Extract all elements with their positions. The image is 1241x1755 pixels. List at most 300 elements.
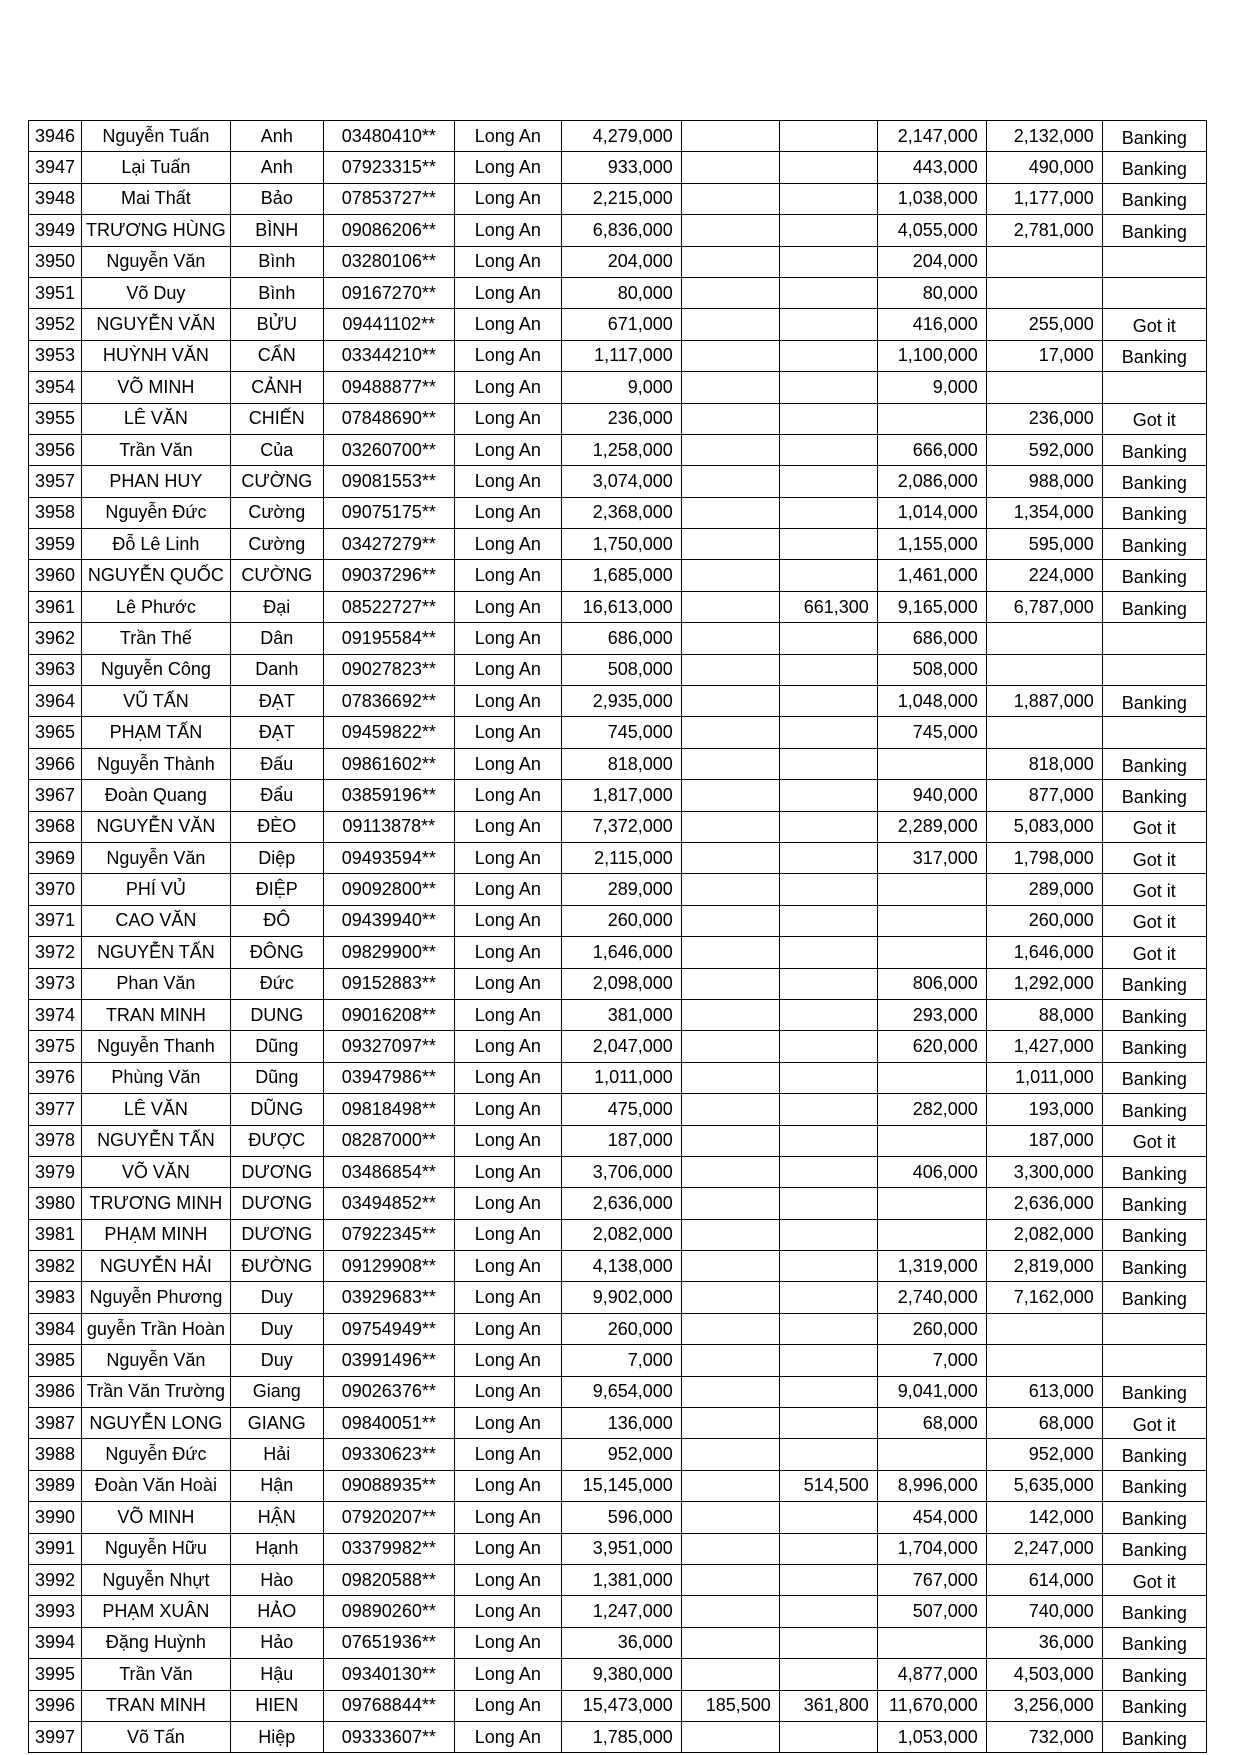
amount-col-8-cell (779, 1408, 877, 1439)
payment-method-cell: Got it (1102, 874, 1206, 905)
total-amount-cell: 2,935,000 (561, 686, 681, 717)
row-number: 3961 (29, 591, 82, 622)
province-cell: Long An (454, 874, 561, 905)
phone-cell: 07920207** (323, 1502, 454, 1533)
province-cell: Long An (454, 717, 561, 748)
row-number: 3951 (29, 277, 82, 308)
given-name-cell: Đấu (230, 748, 323, 779)
total-amount-cell: 475,000 (561, 1094, 681, 1125)
amount-col-9-cell: 204,000 (877, 246, 986, 277)
given-name-cell: Dân (230, 623, 323, 654)
total-amount-cell: 9,380,000 (561, 1659, 681, 1690)
row-number: 3946 (29, 121, 82, 152)
phone-cell: 09195584** (323, 623, 454, 654)
surname-cell: Lê Phước (82, 591, 231, 622)
amount-col-8-cell (779, 937, 877, 968)
surname-cell: PHẠM XUÂN (82, 1596, 231, 1627)
total-amount-cell: 4,138,000 (561, 1251, 681, 1282)
amount-col-9-cell: 2,740,000 (877, 1282, 986, 1313)
province-cell: Long An (454, 1596, 561, 1627)
phone-cell: 09493594** (323, 842, 454, 873)
row-number: 3995 (29, 1659, 82, 1690)
phone-cell: 09441102** (323, 309, 454, 340)
phone-cell: 08522727** (323, 591, 454, 622)
phone-cell: 07923315** (323, 152, 454, 183)
province-cell: Long An (454, 1219, 561, 1250)
amount-col-8-cell (779, 623, 877, 654)
amount-col-9-cell: 1,048,000 (877, 686, 986, 717)
phone-cell: 09092800** (323, 874, 454, 905)
amount-col-7-cell (681, 874, 779, 905)
surname-cell: NGUYỄN HẢI (82, 1251, 231, 1282)
amount-col-8-cell (779, 1094, 877, 1125)
given-name-cell: Duy (230, 1313, 323, 1344)
row-number: 3963 (29, 654, 82, 685)
amount-col-9-cell: 260,000 (877, 1313, 986, 1344)
given-name-cell: Đức (230, 968, 323, 999)
amount-col-9-cell: 68,000 (877, 1408, 986, 1439)
amount-col-10-cell: 68,000 (986, 1408, 1102, 1439)
row-number: 3994 (29, 1627, 82, 1658)
amount-col-10-cell: 2,781,000 (986, 215, 1102, 246)
amount-col-7-cell (681, 246, 779, 277)
total-amount-cell: 671,000 (561, 309, 681, 340)
row-number: 3956 (29, 434, 82, 465)
amount-col-8-cell (779, 466, 877, 497)
amount-col-9-cell: 508,000 (877, 654, 986, 685)
amount-col-7-cell (681, 1533, 779, 1564)
surname-cell: Nguyễn Văn (82, 842, 231, 873)
province-cell: Long An (454, 560, 561, 591)
province-cell: Long An (454, 309, 561, 340)
amount-col-9-cell: 1,155,000 (877, 529, 986, 560)
table-row (29, 842, 1207, 873)
table-row (29, 529, 1207, 560)
given-name-cell: Hào (230, 1564, 323, 1595)
row-number: 3970 (29, 874, 82, 905)
surname-cell: Nguyễn Tuấn (82, 121, 231, 152)
amount-col-8-cell (779, 905, 877, 936)
total-amount-cell: 36,000 (561, 1627, 681, 1658)
amount-col-9-cell: 4,055,000 (877, 215, 986, 246)
province-cell: Long An (454, 686, 561, 717)
table-row (29, 1313, 1207, 1344)
given-name-cell: Bình (230, 246, 323, 277)
total-amount-cell: 15,473,000 (561, 1690, 681, 1721)
amount-col-9-cell: 1,014,000 (877, 497, 986, 528)
amount-col-8-cell (779, 183, 877, 214)
given-name-cell: CƯỜNG (230, 560, 323, 591)
phone-cell: 09330623** (323, 1439, 454, 1470)
amount-col-9-cell: 416,000 (877, 309, 986, 340)
amount-col-7-cell (681, 1094, 779, 1125)
amount-col-9-cell (877, 1062, 986, 1093)
amount-col-7-cell (681, 1659, 779, 1690)
given-name-cell: BỬU (230, 309, 323, 340)
table-row (29, 277, 1207, 308)
payment-method-cell: Banking (1102, 215, 1206, 246)
amount-col-10-cell: 1,354,000 (986, 497, 1102, 528)
total-amount-cell: 260,000 (561, 1313, 681, 1344)
amount-col-9-cell (877, 1188, 986, 1219)
amount-col-8-cell (779, 403, 877, 434)
surname-cell: Đoàn Quang (82, 780, 231, 811)
surname-cell: Trần Thế (82, 623, 231, 654)
surname-cell: PHẠM TẤN (82, 717, 231, 748)
amount-col-8-cell (779, 1376, 877, 1407)
amount-col-9-cell: 2,289,000 (877, 811, 986, 842)
province-cell: Long An (454, 1721, 561, 1752)
row-number: 3996 (29, 1690, 82, 1721)
given-name-cell: Cường (230, 497, 323, 528)
province-cell: Long An (454, 748, 561, 779)
payment-method-cell: Banking (1102, 1156, 1206, 1187)
phone-cell: 07853727** (323, 183, 454, 214)
amount-col-8-cell (779, 215, 877, 246)
total-amount-cell: 9,654,000 (561, 1376, 681, 1407)
amount-col-9-cell: 666,000 (877, 434, 986, 465)
phone-cell: 09754949** (323, 1313, 454, 1344)
payment-method-cell (1102, 246, 1206, 277)
surname-cell: VÕ VĂN (82, 1156, 231, 1187)
row-number: 3977 (29, 1094, 82, 1125)
given-name-cell: DƯƠNG (230, 1188, 323, 1219)
amount-col-7-cell (681, 466, 779, 497)
phone-cell: 03929683** (323, 1282, 454, 1313)
amount-col-9-cell: 2,086,000 (877, 466, 986, 497)
province-cell: Long An (454, 434, 561, 465)
table-row (29, 1282, 1207, 1313)
total-amount-cell: 1,117,000 (561, 340, 681, 371)
amount-col-8-cell (779, 560, 877, 591)
amount-col-9-cell: 8,996,000 (877, 1470, 986, 1501)
amount-col-7-cell (681, 372, 779, 403)
surname-cell: NGUYỄN VĂN (82, 811, 231, 842)
phone-cell: 03280106** (323, 246, 454, 277)
amount-col-8-cell (779, 717, 877, 748)
total-amount-cell: 6,836,000 (561, 215, 681, 246)
surname-cell: PHẠM MINH (82, 1219, 231, 1250)
total-amount-cell: 7,372,000 (561, 811, 681, 842)
province-cell: Long An (454, 1502, 561, 1533)
amount-col-8-cell (779, 1596, 877, 1627)
phone-cell: 09167270** (323, 277, 454, 308)
amount-col-8-cell (779, 1282, 877, 1313)
province-cell: Long An (454, 654, 561, 685)
phone-cell: 09829900** (323, 937, 454, 968)
row-number: 3958 (29, 497, 82, 528)
amount-col-9-cell: 9,041,000 (877, 1376, 986, 1407)
surname-cell: NGUYỄN TẤN (82, 937, 231, 968)
payment-method-cell: Banking (1102, 1659, 1206, 1690)
amount-col-10-cell: 490,000 (986, 152, 1102, 183)
row-number: 3965 (29, 717, 82, 748)
amount-col-7-cell (681, 968, 779, 999)
amount-col-7-cell (681, 434, 779, 465)
total-amount-cell: 818,000 (561, 748, 681, 779)
surname-cell: Nguyễn Phương (82, 1282, 231, 1313)
payment-method-cell: Banking (1102, 560, 1206, 591)
row-number: 3984 (29, 1313, 82, 1344)
surname-cell: VÕ MINH (82, 372, 231, 403)
given-name-cell: DŨNG (230, 1094, 323, 1125)
payment-method-cell: Banking (1102, 529, 1206, 560)
table-row (29, 403, 1207, 434)
row-number: 3955 (29, 403, 82, 434)
phone-cell: 09820588** (323, 1564, 454, 1595)
amount-col-10-cell: 732,000 (986, 1721, 1102, 1752)
total-amount-cell: 952,000 (561, 1439, 681, 1470)
surname-cell: TRAN MINH (82, 999, 231, 1030)
amount-col-9-cell: 507,000 (877, 1596, 986, 1627)
amount-col-9-cell: 1,461,000 (877, 560, 986, 591)
amount-col-10-cell: 3,256,000 (986, 1690, 1102, 1721)
province-cell: Long An (454, 1094, 561, 1125)
amount-col-7-cell (681, 1282, 779, 1313)
surname-cell: CAO VĂN (82, 905, 231, 936)
amount-col-7-cell (681, 1721, 779, 1752)
province-cell: Long An (454, 403, 561, 434)
table-row (29, 999, 1207, 1030)
amount-col-7-cell (681, 403, 779, 434)
table-row (29, 654, 1207, 685)
amount-col-10-cell (986, 372, 1102, 403)
amount-col-7-cell (681, 1408, 779, 1439)
row-number: 3978 (29, 1125, 82, 1156)
table-row (29, 372, 1207, 403)
total-amount-cell: 1,258,000 (561, 434, 681, 465)
province-cell: Long An (454, 1533, 561, 1564)
phone-cell: 07922345** (323, 1219, 454, 1250)
amount-col-8-cell (779, 340, 877, 371)
amount-col-8-cell (779, 1345, 877, 1376)
given-name-cell: HẢO (230, 1596, 323, 1627)
row-number: 3993 (29, 1596, 82, 1627)
amount-col-10-cell: 224,000 (986, 560, 1102, 591)
province-cell: Long An (454, 1156, 561, 1187)
given-name-cell: Anh (230, 121, 323, 152)
amount-col-9-cell: 2,147,000 (877, 121, 986, 152)
amount-col-9-cell (877, 1219, 986, 1250)
province-cell: Long An (454, 183, 561, 214)
phone-cell: 09152883** (323, 968, 454, 999)
amount-col-8-cell (779, 811, 877, 842)
given-name-cell: Hậu (230, 1659, 323, 1690)
total-amount-cell: 1,381,000 (561, 1564, 681, 1595)
payment-method-cell: Got it (1102, 905, 1206, 936)
surname-cell: Đỗ Lê Linh (82, 529, 231, 560)
table-row (29, 1376, 1207, 1407)
row-number: 3987 (29, 1408, 82, 1439)
total-amount-cell: 1,646,000 (561, 937, 681, 968)
table-row (29, 1596, 1207, 1627)
payment-method-cell: Banking (1102, 1596, 1206, 1627)
total-amount-cell: 1,011,000 (561, 1062, 681, 1093)
amount-col-7-cell (681, 340, 779, 371)
province-cell: Long An (454, 466, 561, 497)
amount-col-9-cell (877, 937, 986, 968)
amount-col-8-cell (779, 1627, 877, 1658)
amount-col-8-cell (779, 277, 877, 308)
amount-col-7-cell (681, 686, 779, 717)
row-number: 3985 (29, 1345, 82, 1376)
payment-method-cell: Banking (1102, 121, 1206, 152)
amount-col-9-cell: 80,000 (877, 277, 986, 308)
row-number: 3954 (29, 372, 82, 403)
amount-col-8-cell (779, 434, 877, 465)
given-name-cell: Hảo (230, 1627, 323, 1658)
surname-cell: Trần Văn (82, 434, 231, 465)
province-cell: Long An (454, 1659, 561, 1690)
table-row (29, 121, 1207, 152)
amount-col-9-cell: 620,000 (877, 1031, 986, 1062)
amount-col-7-cell (681, 183, 779, 214)
given-name-cell: ĐƯỜNG (230, 1251, 323, 1282)
table-row (29, 905, 1207, 936)
phone-cell: 03991496** (323, 1345, 454, 1376)
amount-col-10-cell: 2,082,000 (986, 1219, 1102, 1250)
amount-col-7-cell (681, 1219, 779, 1250)
amount-col-8-cell (779, 1219, 877, 1250)
province-cell: Long An (454, 1345, 561, 1376)
phone-cell: 09459822** (323, 717, 454, 748)
row-number: 3962 (29, 623, 82, 654)
phone-cell: 09088935** (323, 1470, 454, 1501)
table-row (29, 1721, 1207, 1752)
payment-method-cell: Banking (1102, 434, 1206, 465)
province-cell: Long An (454, 968, 561, 999)
payment-method-cell: Banking (1102, 999, 1206, 1030)
amount-col-8-cell (779, 842, 877, 873)
table-row (29, 1659, 1207, 1690)
surname-cell: Nguyễn Hữu (82, 1533, 231, 1564)
amount-col-8-cell (779, 246, 877, 277)
amount-col-7-cell (681, 1502, 779, 1533)
amount-col-9-cell: 1,100,000 (877, 340, 986, 371)
amount-col-7-cell (681, 905, 779, 936)
given-name-cell: CẨN (230, 340, 323, 371)
province-cell: Long An (454, 372, 561, 403)
phone-cell: 03344210** (323, 340, 454, 371)
amount-col-10-cell: 877,000 (986, 780, 1102, 811)
amount-col-7-cell (681, 717, 779, 748)
payment-method-cell: Banking (1102, 591, 1206, 622)
amount-col-9-cell (877, 1627, 986, 1658)
given-name-cell: Hải (230, 1439, 323, 1470)
total-amount-cell: 381,000 (561, 999, 681, 1030)
surname-cell: Đoàn Văn Hoài (82, 1470, 231, 1501)
amount-col-9-cell: 317,000 (877, 842, 986, 873)
province-cell: Long An (454, 1439, 561, 1470)
table-row (29, 1533, 1207, 1564)
amount-col-8-cell (779, 1251, 877, 1282)
amount-col-7-cell (681, 1188, 779, 1219)
given-name-cell: Của (230, 434, 323, 465)
given-name-cell: Duy (230, 1282, 323, 1313)
total-amount-cell: 3,706,000 (561, 1156, 681, 1187)
amount-col-10-cell: 1,292,000 (986, 968, 1102, 999)
amount-col-7-cell (681, 1470, 779, 1501)
total-amount-cell: 289,000 (561, 874, 681, 905)
total-amount-cell: 1,785,000 (561, 1721, 681, 1752)
phone-cell: 08287000** (323, 1125, 454, 1156)
amount-col-7-cell (681, 1376, 779, 1407)
row-number: 3947 (29, 152, 82, 183)
row-number: 3989 (29, 1470, 82, 1501)
province-cell: Long An (454, 1564, 561, 1595)
total-amount-cell: 15,145,000 (561, 1470, 681, 1501)
given-name-cell: GIANG (230, 1408, 323, 1439)
amount-col-9-cell: 806,000 (877, 968, 986, 999)
payment-method-cell: Banking (1102, 1188, 1206, 1219)
table-row (29, 1502, 1207, 1533)
province-cell: Long An (454, 1627, 561, 1658)
amount-col-9-cell: 940,000 (877, 780, 986, 811)
amount-col-8-cell: 361,800 (779, 1690, 877, 1721)
amount-col-10-cell: 952,000 (986, 1439, 1102, 1470)
payment-method-cell: Banking (1102, 1627, 1206, 1658)
province-cell: Long An (454, 1282, 561, 1313)
amount-col-7-cell (681, 937, 779, 968)
amount-col-8-cell (779, 748, 877, 779)
surname-cell: Võ Duy (82, 277, 231, 308)
amount-col-8-cell (779, 1188, 877, 1219)
row-number: 3971 (29, 905, 82, 936)
amount-col-8-cell (779, 121, 877, 152)
table-row (29, 434, 1207, 465)
table-row (29, 1188, 1207, 1219)
payment-method-cell (1102, 1313, 1206, 1344)
table-row (29, 1439, 1207, 1470)
given-name-cell: Dũng (230, 1031, 323, 1062)
amount-col-10-cell: 142,000 (986, 1502, 1102, 1533)
amount-col-10-cell: 592,000 (986, 434, 1102, 465)
amount-col-8-cell (779, 1564, 877, 1595)
table-row (29, 1345, 1207, 1376)
payment-method-cell: Got it (1102, 1564, 1206, 1595)
phone-cell: 09340130** (323, 1659, 454, 1690)
amount-col-9-cell: 1,053,000 (877, 1721, 986, 1752)
total-amount-cell: 80,000 (561, 277, 681, 308)
total-amount-cell: 236,000 (561, 403, 681, 434)
payment-method-cell (1102, 623, 1206, 654)
given-name-cell: Danh (230, 654, 323, 685)
payment-method-cell: Banking (1102, 1502, 1206, 1533)
amount-col-9-cell (877, 403, 986, 434)
amount-col-10-cell: 1,011,000 (986, 1062, 1102, 1093)
surname-cell: Phùng Văn (82, 1062, 231, 1093)
province-cell: Long An (454, 591, 561, 622)
surname-cell: Trần Văn Trường (82, 1376, 231, 1407)
given-name-cell: DƯƠNG (230, 1156, 323, 1187)
amount-col-9-cell (877, 905, 986, 936)
row-number: 3974 (29, 999, 82, 1030)
row-number: 3997 (29, 1721, 82, 1752)
amount-col-10-cell: 2,132,000 (986, 121, 1102, 152)
surname-cell: Nguyễn Văn (82, 1345, 231, 1376)
table-row (29, 1690, 1207, 1721)
table-row (29, 1251, 1207, 1282)
total-amount-cell: 596,000 (561, 1502, 681, 1533)
table-row (29, 340, 1207, 371)
province-cell: Long An (454, 780, 561, 811)
amount-col-8-cell (779, 152, 877, 183)
total-amount-cell: 136,000 (561, 1408, 681, 1439)
given-name-cell: CẢNH (230, 372, 323, 403)
row-number: 3960 (29, 560, 82, 591)
payment-method-cell: Got it (1102, 937, 1206, 968)
phone-cell: 03260700** (323, 434, 454, 465)
